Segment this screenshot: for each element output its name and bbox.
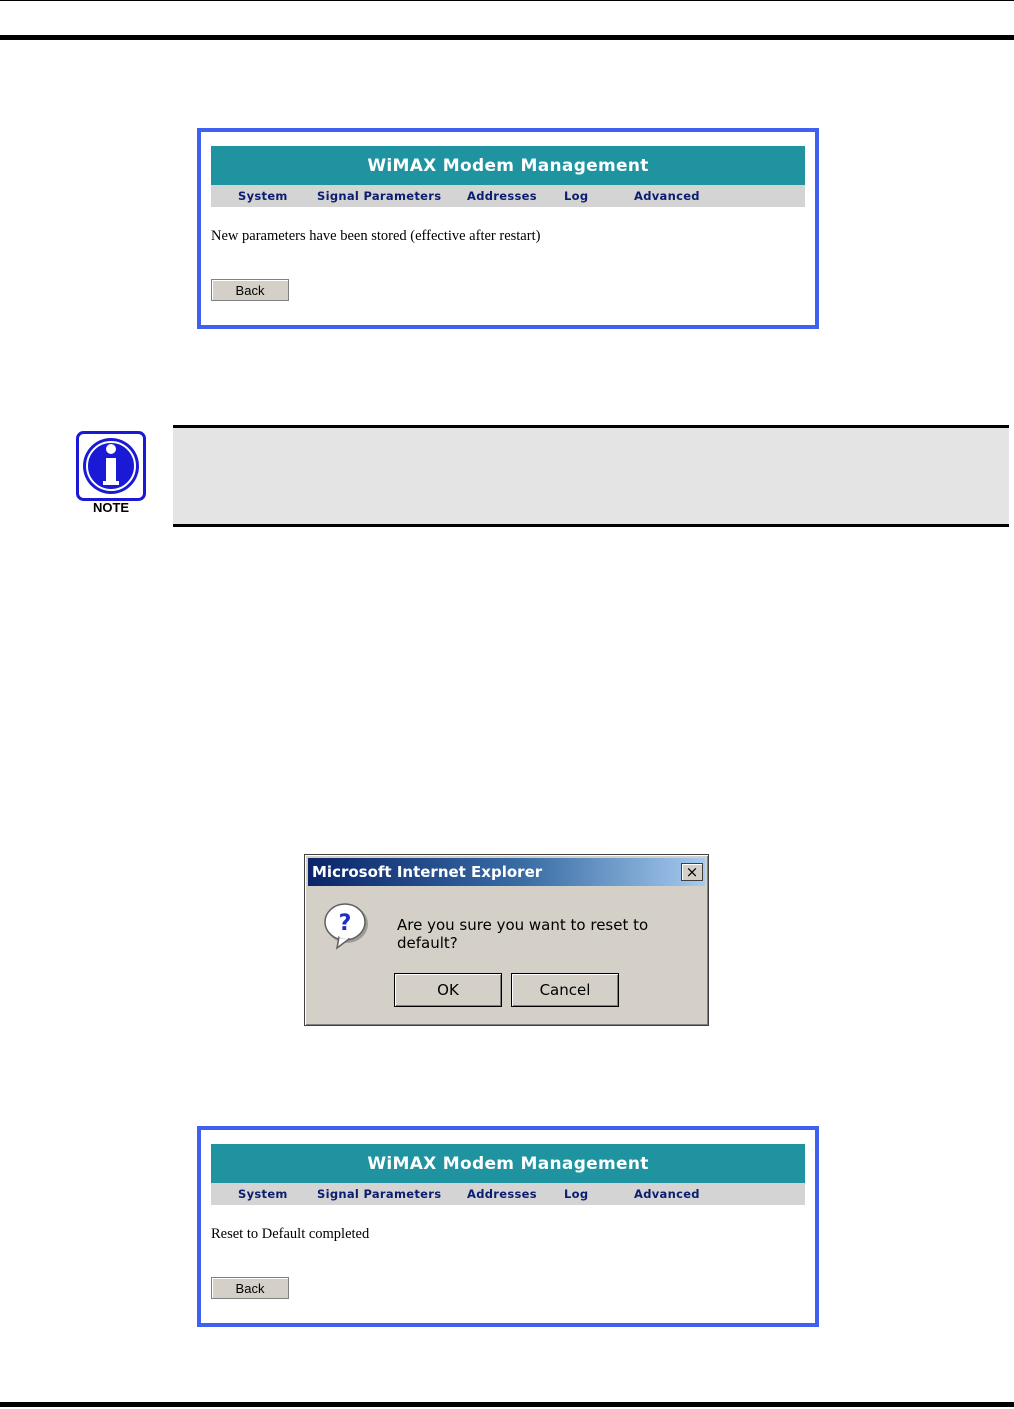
close-icon[interactable]: × [681,863,703,881]
nav-advanced[interactable]: Advanced [634,189,700,203]
nav-system[interactable]: System [238,189,288,203]
nav-signal-parameters[interactable]: Signal Parameters [317,189,442,203]
nav-signal-parameters[interactable]: Signal Parameters [317,1187,442,1201]
nav-addresses[interactable]: Addresses [467,189,537,203]
nav-advanced[interactable]: Advanced [634,1187,700,1201]
confirm-dialog [304,854,709,1026]
modem-screenshot-stored [197,128,819,329]
modem-page-title: WiMAX Modem Management [211,146,805,185]
status-message: Reset to Default completed [211,1226,370,1242]
modem-nav-bar [211,1183,805,1205]
note-label: NOTE [92,500,130,515]
note-box [173,425,1009,527]
status-message: New parameters have been stored (effective after restart) [211,228,541,244]
dialog-title: Microsoft Internet Explorer [312,863,543,881]
back-button[interactable]: Back [211,1277,289,1299]
nav-log[interactable]: Log [564,189,589,203]
modem-page-title: WiMAX Modem Management [211,1144,805,1183]
nav-system[interactable]: System [238,1187,288,1201]
dialog-title-bar [308,858,705,886]
modem-nav-bar [211,185,805,207]
page-header-rule [0,35,1014,40]
nav-log[interactable]: Log [564,1187,589,1201]
page-footer-rule [0,1402,1014,1407]
ok-button[interactable]: OK [394,973,502,1007]
back-button[interactable]: Back [211,279,289,301]
nav-addresses[interactable]: Addresses [467,1187,537,1201]
question-icon [323,903,373,951]
svg-text:?: ? [338,911,352,936]
page-top-rule [0,0,1014,1]
modem-screenshot-reset [197,1126,819,1327]
cancel-button[interactable]: Cancel [511,973,619,1007]
dialog-message: Are you sure you want to reset to default? [397,916,649,952]
